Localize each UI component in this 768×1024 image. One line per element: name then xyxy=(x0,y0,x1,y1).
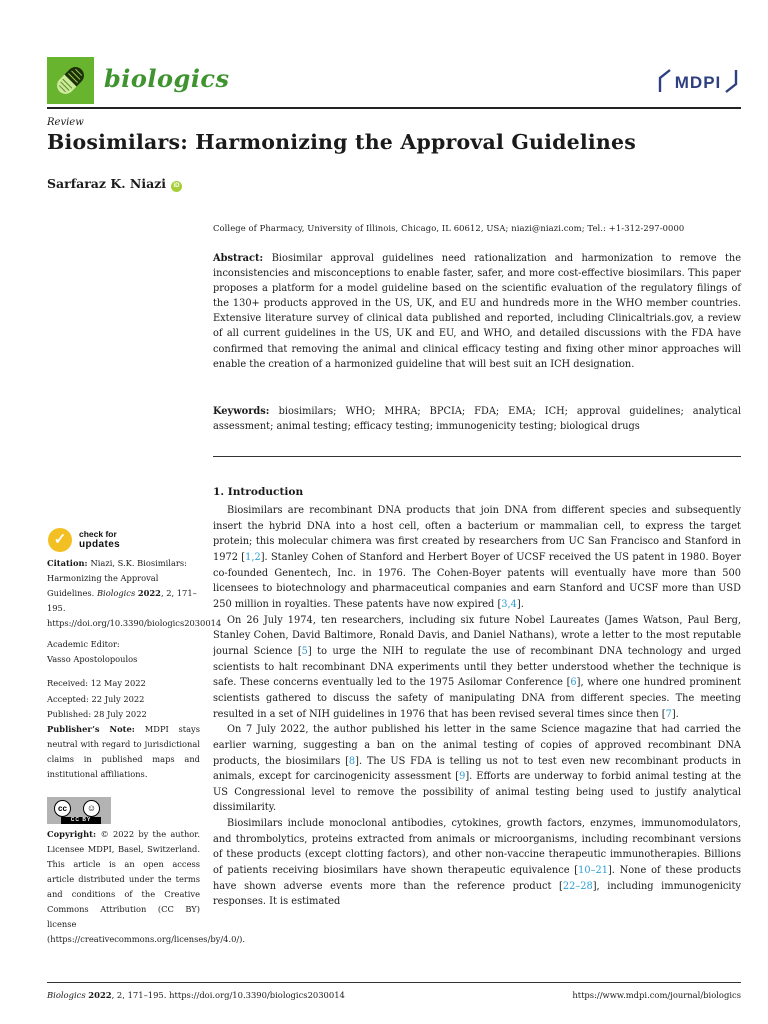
footer-citation xyxy=(47,990,345,1000)
reference-link[interactable]: 22–28 xyxy=(562,880,593,892)
orcid-icon[interactable]: iD xyxy=(171,181,182,192)
text-run: Niazi, S.K. Biosimilars: Harmonizing the Approval Guidelines. xyxy=(47,558,187,598)
footer-rule xyxy=(47,982,741,983)
text-run: Copyright: xyxy=(47,829,101,839)
abstract xyxy=(213,251,741,372)
academic-editor xyxy=(47,637,200,667)
attribution-person-icon: ☺ xyxy=(83,800,100,817)
reference-link[interactable]: 10–21 xyxy=(578,865,608,877)
text-run: Abstract: xyxy=(213,253,272,264)
paragraph xyxy=(213,722,741,816)
text-run: © 2022 by the author. Licensee MDPI, Basel, Switzerland. This article is an open access article distributed under the terms and conditions of the Creative Commons Attribution (CC BY) license (https://creativecommons.org/licenses/by/4.0/). xyxy=(47,829,246,944)
text-run: Biosimilars are recombinant DNA products that join DNA from different species and subsequently insert the hybrid DNA into a host cell, often a bacterium or mammalian cell, to express the target protein; this molecular chimera was first created by researchers from UC San Francisco and Stanford in 1972 [ xyxy=(213,505,741,563)
check-icon: ✓ xyxy=(48,528,72,552)
article-type: Review xyxy=(47,117,84,128)
header-rule xyxy=(47,107,741,109)
footer-journal-url[interactable]: https://www.mdpi.com/journal/biologics xyxy=(572,990,741,1000)
affiliation: College of Pharmacy, University of Illinois, Chicago, IL 60612, USA; niazi@niazi.com; Tel.: +1-312-297-0000 xyxy=(213,223,685,233)
section-heading-introduction: 1. Introduction xyxy=(213,486,304,498)
keywords xyxy=(213,404,741,434)
article-dates xyxy=(47,676,200,723)
mdpi-logo-text: MDPI xyxy=(674,73,722,92)
text-run: 2022 xyxy=(88,990,112,1000)
article-body xyxy=(213,503,741,961)
reference-link[interactable]: 8 xyxy=(348,755,356,767)
journal-logo[interactable] xyxy=(47,57,94,104)
text-run: Biologics xyxy=(47,990,89,1000)
page-title: Biosimilars: Harmonizing the Approval Guidelines xyxy=(47,130,636,154)
paragraph xyxy=(213,503,741,613)
text-run: On 26 July 1974, ten researchers, including six future Nobel Laureates (James Watson, Paul Berg, Stanley Cohen, David Baltimore, Ronald Davis, and Daniel Nathans), wrote a letter to the most reputable journal Science [ xyxy=(213,614,741,657)
paragraph xyxy=(213,816,741,910)
publisher-note xyxy=(47,722,200,782)
mdpi-logo[interactable] xyxy=(656,62,740,100)
author-name: Sarfaraz K. Niazi xyxy=(47,176,167,191)
cc-by-license-badge[interactable] xyxy=(47,797,111,824)
text-run: , 2, 171–195. https://doi.org/10.3390/biologics2030014 xyxy=(111,990,345,1000)
academic-editor-name: Vasso Apostolopoulos xyxy=(47,653,138,664)
text-run: ]. Efforts are underway to forbid animal testing at the US Congressional level to remove the possibility of animal testing being used to justify analytical dissimilarity. xyxy=(213,771,741,814)
author-line xyxy=(47,176,182,192)
published-date: Published: 28 July 2022 xyxy=(47,709,147,719)
cc-by-label: CC BY xyxy=(61,817,101,824)
text-run: ] to urge the NIH to regulate the use of recombinant DNA technology and urged scientists to halt recombinant DNA experiments until they better understood whether the technique is safe. These concerns eventually led to the 1975 Asilomar Conference [ xyxy=(213,645,741,689)
reference-link[interactable]: 5 xyxy=(301,645,308,657)
check-updates-line2: updates xyxy=(79,539,121,550)
check-for-updates-label xyxy=(79,529,120,550)
cc-icon: cc xyxy=(54,800,71,817)
text-run: MDPI stays neutral with regard to jurisdictional claims in published maps and institutional affiliations. xyxy=(47,724,200,779)
copyright-statement xyxy=(47,827,246,947)
text-run: Biosimilars include monoclonal antibodies, cytokines, growth factors, enzymes, immunomodulators, and thrombolytics, proteins extracted from animals or microorganisms, including recombinant versions of these products (except clotting factors), and other non-vaccine therapeutic immunotherapies. Billions of patients receiving biosimilars have shown therapeutic equivalence [ xyxy=(213,818,741,877)
text-run: ]. xyxy=(671,708,679,720)
received-date: Received: 12 May 2022 xyxy=(47,678,146,688)
capsule-dna-icon xyxy=(47,57,94,104)
reference-link[interactable]: 9 xyxy=(459,771,466,783)
text-run: ], where one hundred prominent scientists gathered to discuss the safety of manipulating DNA from different species. The meeting resulted in a set of NIH guidelines in 1976 that has been revised several times since then [ xyxy=(213,677,741,720)
text-run: Citation: xyxy=(47,558,91,568)
text-run: , 2, 171–195. https://doi.org/10.3390/biologics2030014 xyxy=(47,587,222,628)
reference-link[interactable]: 6 xyxy=(570,677,577,689)
reference-link[interactable]: 1,2 xyxy=(245,551,261,563)
academic-editor-label: Academic Editor: xyxy=(47,639,120,649)
text-run: On 7 July 2022, the author published his letter in the same Science magazine that had carried the earlier warning, suggesting a ban on the animal testing of copies of approved recombinant DNA products, the biosimilars [ xyxy=(213,724,741,767)
journal-name[interactable]: biologics xyxy=(104,64,230,93)
text-run: ]. None of these products have shown adverse events more than the reference product [ xyxy=(213,865,741,892)
text-run: 2022 xyxy=(137,587,161,598)
citation xyxy=(47,556,222,631)
text-run: biosimilars; WHO; MHRA; BPCIA; FDA; EMA; ICH; approval guidelines; analytical assessment; animal testing; efficacy testing; immunogenicity testing; biological drugs xyxy=(213,406,741,433)
text-run: ]. The US FDA is telling us not to test even new recombinant products in animals, except for carcinogenicity assessment [ xyxy=(213,755,741,783)
reference-link[interactable]: 3,4 xyxy=(501,598,517,610)
reference-link[interactable]: 7 xyxy=(665,708,672,720)
keywords-divider xyxy=(213,456,741,457)
check-updates-line1: check for xyxy=(79,529,117,539)
text-run: ]. Stanley Cohen of Stanford and Herbert Boyer of UCSF received the US patent in 1980. Boyer co-founded Genentech, Inc. in 1976. The Cohen-Boyer patents will eventually have more than 500 licensees to biotechnology and pharmaceutical companies and earn Stanford and UCSF more than USD 250 million in royalties. These patents have now expired [ xyxy=(213,551,741,610)
check-for-updates-badge[interactable] xyxy=(48,528,158,554)
text-run: Biologics xyxy=(96,587,138,598)
text-run: Biosimilar approval guidelines need rationalization and harmonization to remove the inconsistencies and misconceptions to enable faster, safer, and more cost-effective biosimilars. This paper proposes a platform for a model guideline based on the scientific evaluation of the regulatory filings of the 130+ products approved in the US, UK, and EU and hundreds more in the WHO member countries. Extensive literature survey of clinical data published and reported, including Clinicaltrials.gov, a review of all current guidelines in the US, UK and EU, and WHO, and detailed discussions with the FDA have confirmed that removing the animal and clinical efficacy testing and fixing other minor approaches will enable the creation of a harmonized guideline that will best suit an ICH designation. xyxy=(213,253,741,370)
text-run: ]. xyxy=(516,598,524,610)
text-run: Keywords: xyxy=(213,406,279,417)
text-run: ], including immunogenicity responses. It is estimated xyxy=(213,880,741,908)
text-run: Publisher’s Note: xyxy=(47,724,145,734)
accepted-date: Accepted: 22 July 2022 xyxy=(47,693,145,704)
paragraph xyxy=(213,613,741,723)
